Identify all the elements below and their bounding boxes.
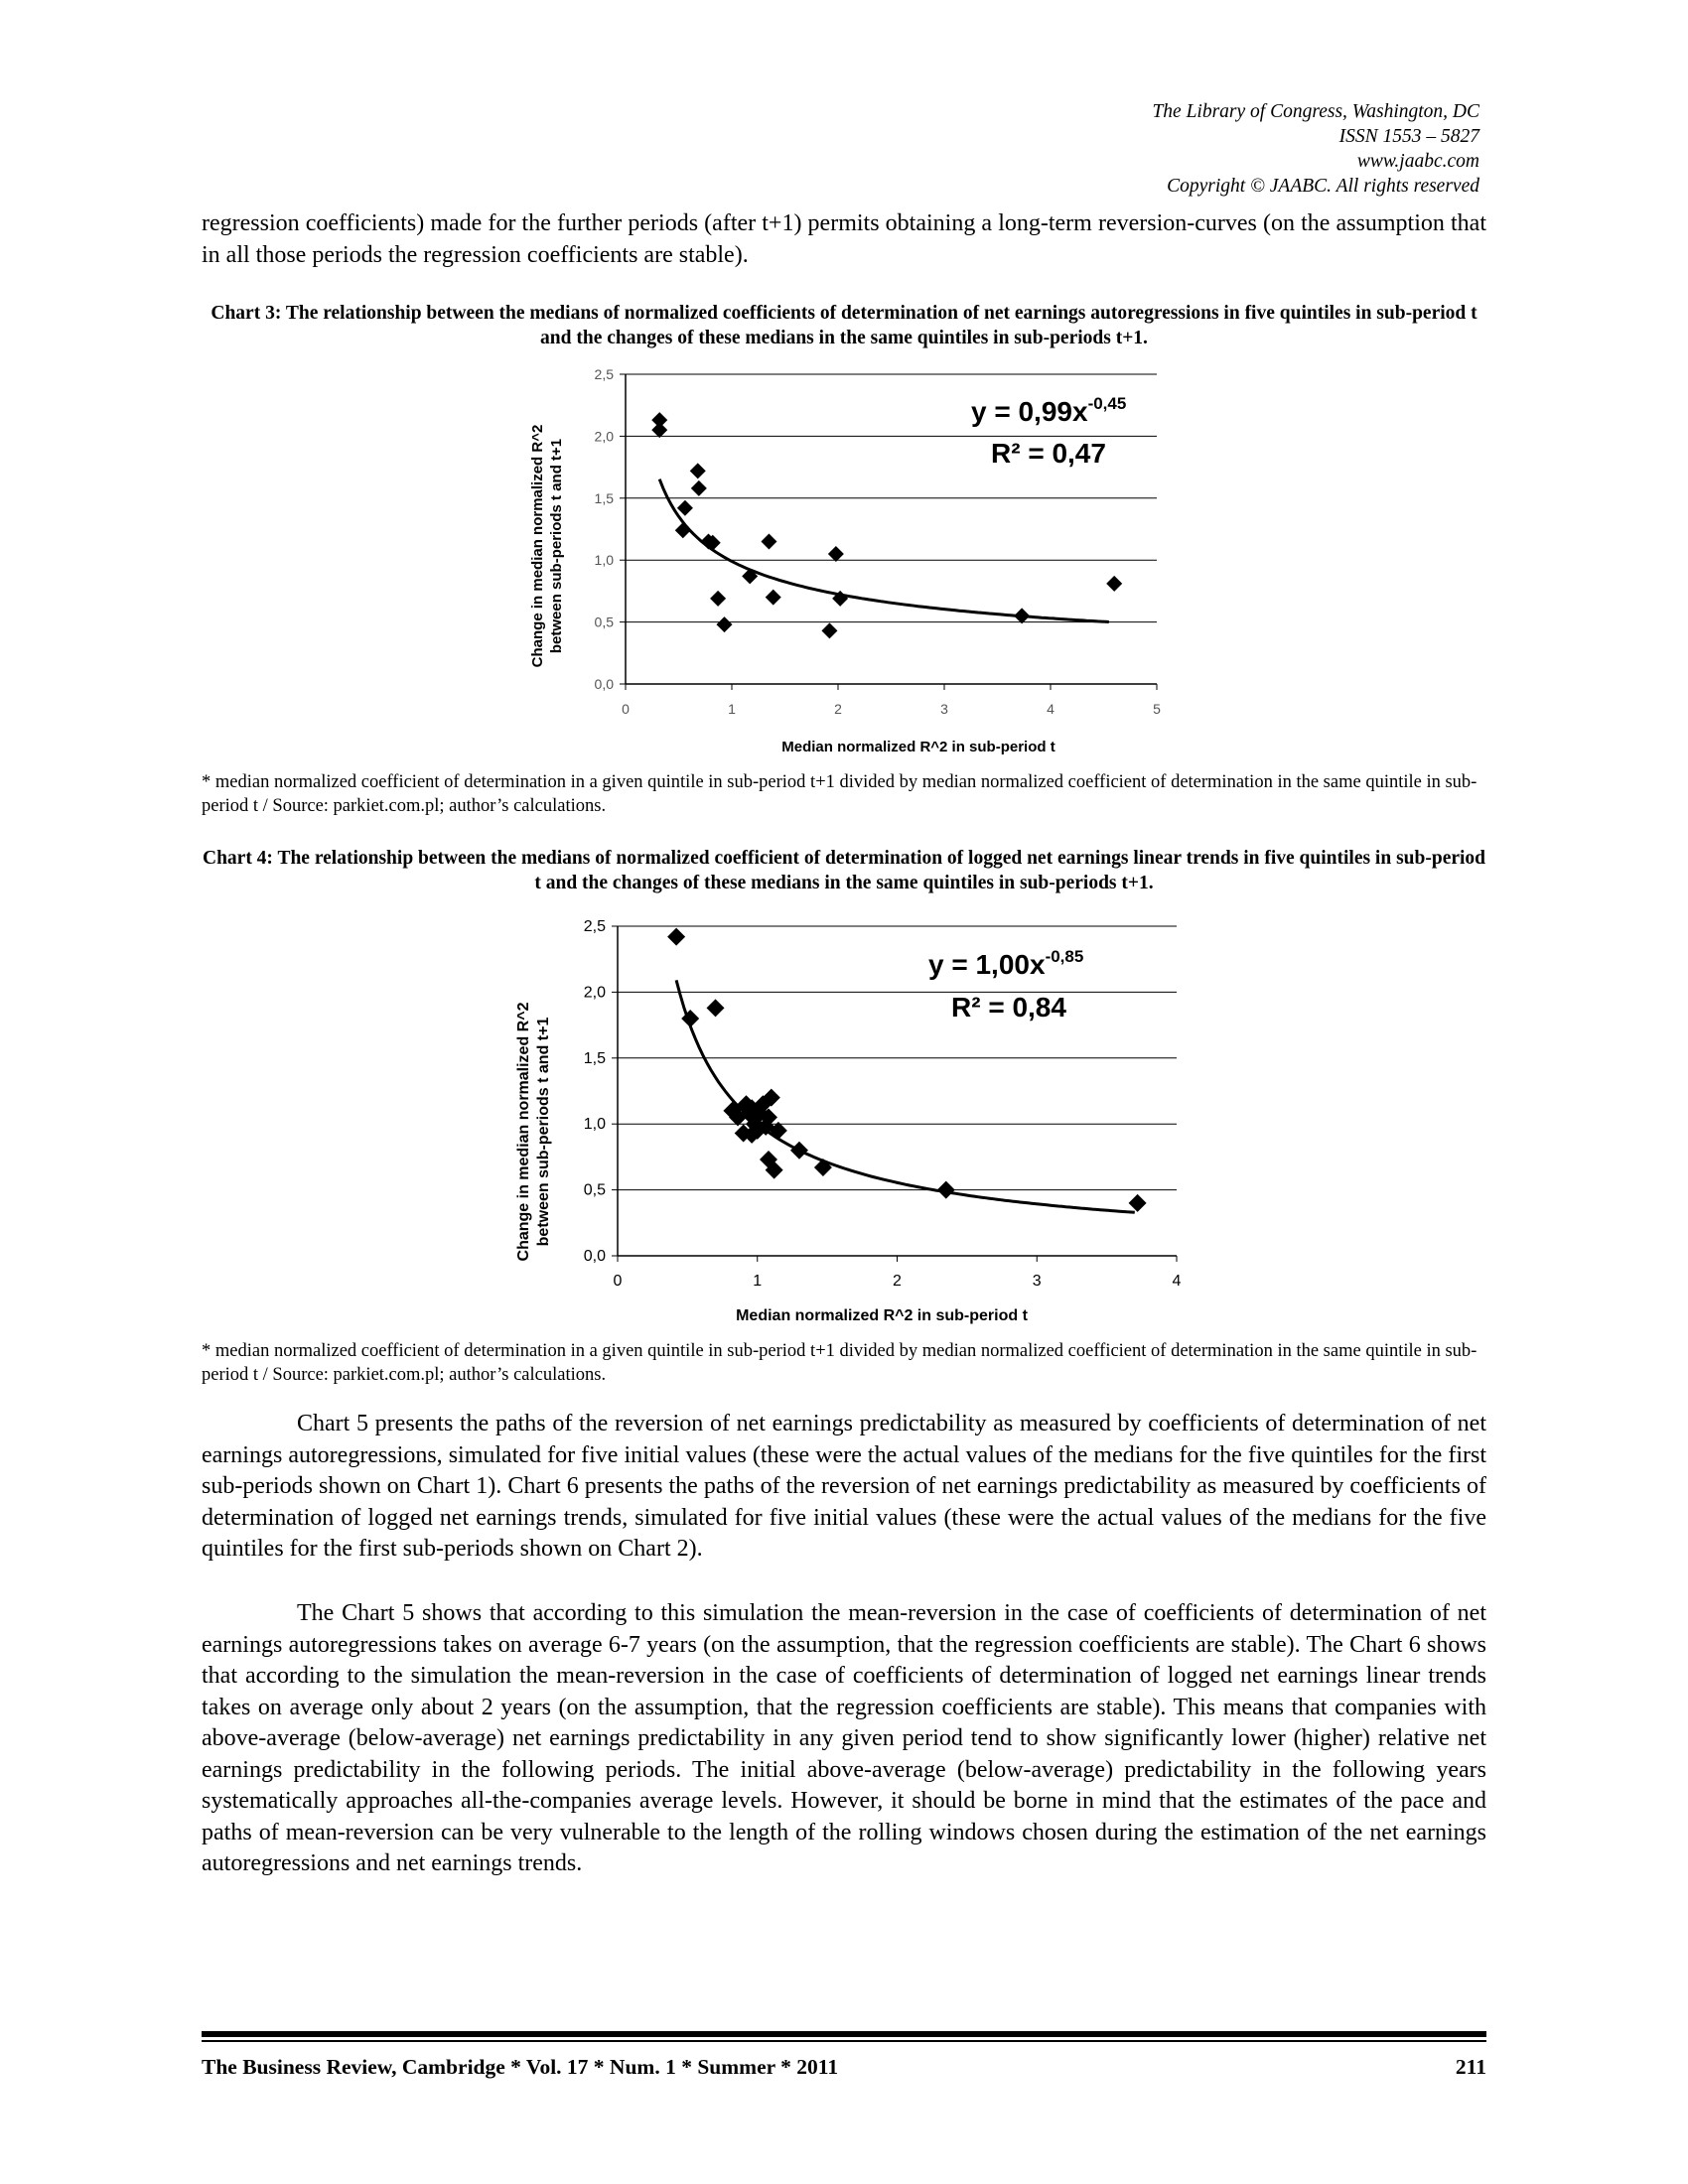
chart3-ytick-label: 2,5 xyxy=(594,366,614,382)
chart4-ytick-label: 0,0 xyxy=(583,1248,606,1265)
footer xyxy=(202,2055,1486,2080)
chart3-data-point xyxy=(717,616,733,632)
chart4-xlabel: Median normalized R^2 in sub-period t xyxy=(736,1307,1028,1324)
chart3-equation-base: y = 0,99x xyxy=(971,396,1088,427)
chart3-xtick-label: 2 xyxy=(834,701,842,717)
chart3-xtick-label: 4 xyxy=(1047,701,1055,717)
chart4-caption: Chart 4: The relationship between the medians of normalized coefficient of determination of logged net earnings linear trends in five quintiles in sub-period t and the changes of these medians in the same quintiles in sub-periods t+1. xyxy=(202,848,1486,893)
chart4-data-point xyxy=(937,1181,955,1199)
chart3-ytick-label: 1,0 xyxy=(594,552,614,569)
chart4-xtick-labels xyxy=(614,1273,1182,1290)
header-line-4: Copyright © JAABC. All rights reserved xyxy=(1167,176,1479,197)
chart4-equation-exponent: -0,85 xyxy=(1045,947,1084,966)
chart3-xlabel: Median normalized R^2 in sub-period t xyxy=(781,739,1055,755)
chart4-xtick-label: 4 xyxy=(1172,1273,1182,1290)
chart3-r2: R² = 0,47 xyxy=(991,438,1106,469)
chart3-data-point xyxy=(1014,608,1030,623)
chart3-xtick-label: 1 xyxy=(728,701,736,717)
header-line-1: The Library of Congress, Washington, DC xyxy=(1152,101,1479,122)
chart4-xtick-label: 2 xyxy=(893,1273,902,1290)
chart3-xtick-label: 5 xyxy=(1153,701,1161,717)
chart3-data-point xyxy=(691,480,707,496)
chart3-trendline xyxy=(659,479,1109,622)
chart4-xtick-label: 3 xyxy=(1032,1273,1042,1290)
chart3-caption: Chart 3: The relationship between the medians of normalized coefficients of determination of net earnings autoregressions in five quintiles in sub-period t and the changes of these medians in the same quintiles in sub-periods t+1. xyxy=(211,303,1477,348)
chart4-ytick-label: 1,5 xyxy=(583,1049,606,1067)
chart4-data-point xyxy=(1129,1194,1147,1212)
chart3-xtick-label: 0 xyxy=(622,701,630,717)
chart3-data-point xyxy=(710,591,726,607)
chart4 xyxy=(506,901,1192,1330)
footer-journal: The Business Review, Cambridge * Vol. 17 * Num. 1 * Summer * 2011 xyxy=(202,2055,839,2079)
chart4-data-point xyxy=(667,928,685,946)
chart4-xtick-label: 0 xyxy=(613,1273,623,1290)
header-line-3: www.jaabc.com xyxy=(1356,151,1479,172)
chart3-ytick-label: 0,5 xyxy=(594,614,614,630)
chart3-ylabel-line1: Change in median normalized R^2 xyxy=(529,424,546,668)
chart4-equation xyxy=(928,947,1083,980)
chart4-grid xyxy=(612,926,1177,1262)
chart4-points xyxy=(667,928,1146,1212)
chart3-xtick-label: 3 xyxy=(940,701,948,717)
chart3-data-point xyxy=(766,590,781,606)
chart3-xtick-labels xyxy=(622,701,1161,717)
paragraph-chart5-6: Chart 5 presents the paths of the reversion of net earnings predictability as measured by coefficients of determination of net earnings autoregressions, simulated for five initial values (these were the actual values of the medians for the five quintiles for the first sub-periods shown on Chart 1). Chart 6 presents the paths of the reversion of net earnings predictability as measured by coefficients of determination of logged net earnings trends, simulated for five initial values (these were the actual values of the medians for the five quintiles for the first sub-periods shown on Chart 2). xyxy=(202,1411,1486,1562)
chart4-equation-base: y = 1,00x xyxy=(928,949,1046,980)
page-number: 211 xyxy=(1455,2055,1486,2079)
footer-rule-thick xyxy=(202,2031,1486,2037)
chart4-ytick-label: 1,0 xyxy=(583,1116,606,1134)
chart3-ytick-label: 2,0 xyxy=(594,428,614,445)
intro-paragraph: regression coefficients) made for the further periods (after t+1) permits obtaining a long-term reversion-curves (on the assumption that in all those periods the regression coefficients are stable). xyxy=(202,210,1486,268)
chart4-ylabel-line2: between sub-periods t and t+1 xyxy=(535,1017,552,1247)
chart3-data-point xyxy=(761,533,776,549)
chart3-note: * median normalized coefficient of determination in a given quintile in sub-period t+1 divided by median normalized coefficient of determination in the same quintile in sub-period t / Source: parkiet.com.pl; author’s calculations. xyxy=(202,772,1477,816)
chart4-ytick-label: 0,5 xyxy=(583,1181,606,1199)
chart4-ytick-labels xyxy=(584,918,606,1265)
footer-rule-thin xyxy=(202,2040,1486,2042)
chart3-data-point xyxy=(821,622,837,638)
chart3-equation-exponent: -0,45 xyxy=(1087,394,1127,413)
chart4-note: * median normalized coefficient of determination in a given quintile in sub-period t+1 divided by median normalized coefficient of determination in the same quintile in sub-period t / Source: parkiet.com.pl; author’s calculations. xyxy=(202,1341,1477,1385)
chart3-data-point xyxy=(651,422,667,438)
chart4-data-point xyxy=(814,1159,832,1176)
chart4-r2: R² = 0,84 xyxy=(951,992,1066,1023)
chart3-equation xyxy=(971,394,1126,427)
chart4-ytick-label: 2,0 xyxy=(583,984,606,1002)
chart4-ytick-label: 2,5 xyxy=(583,918,606,935)
chart3 xyxy=(516,359,1172,764)
chart3-data-point xyxy=(1106,576,1122,592)
chart3-data-point xyxy=(677,500,693,516)
chart4-ylabel-line1: Change in median normalized R^2 xyxy=(515,1002,532,1262)
header-line-2: ISSN 1553 – 5827 xyxy=(1338,126,1479,147)
chart3-data-point xyxy=(690,463,706,478)
chart3-ytick-label: 0,0 xyxy=(594,676,614,692)
chart3-ytick-labels xyxy=(595,366,615,692)
chart3-data-point xyxy=(675,522,691,538)
chart3-data-point xyxy=(828,546,844,562)
chart4-data-point xyxy=(790,1142,808,1160)
chart4-xtick-label: 1 xyxy=(753,1273,763,1290)
journal-header xyxy=(1152,99,1479,199)
paragraph-mean-reversion: The Chart 5 shows that according to this simulation the mean-reversion in the case of coefficients of determination of net earnings autoregressions takes on average 6-7 years (on the assumption, that the regression coefficients are stable). The Chart 6 shows that according to the simulation the mean-reversion in the case of coefficients of determination of logged net earnings linear trends takes on average only about 2 years (on the assumption, that the regression coefficients are stable). This means that companies with above-average (below-average) net earnings predictability in any given period tend to show significantly lower (higher) relative net earnings predictability in the following periods. The initial above-average (below-average) predictability in the following years systematically approaches all-the-companies average levels. However, it should be borne in mind that the estimates of the pace and paths of mean-reversion can be very vulnerable to the length of the rolling windows chosen during the estimation of the net earnings autoregressions and net earnings trends. xyxy=(202,1600,1486,1876)
chart3-ylabel-line2: between sub-periods t and t+1 xyxy=(548,438,565,654)
chart3-ytick-label: 1,5 xyxy=(594,489,614,506)
chart4-data-point xyxy=(707,999,725,1017)
